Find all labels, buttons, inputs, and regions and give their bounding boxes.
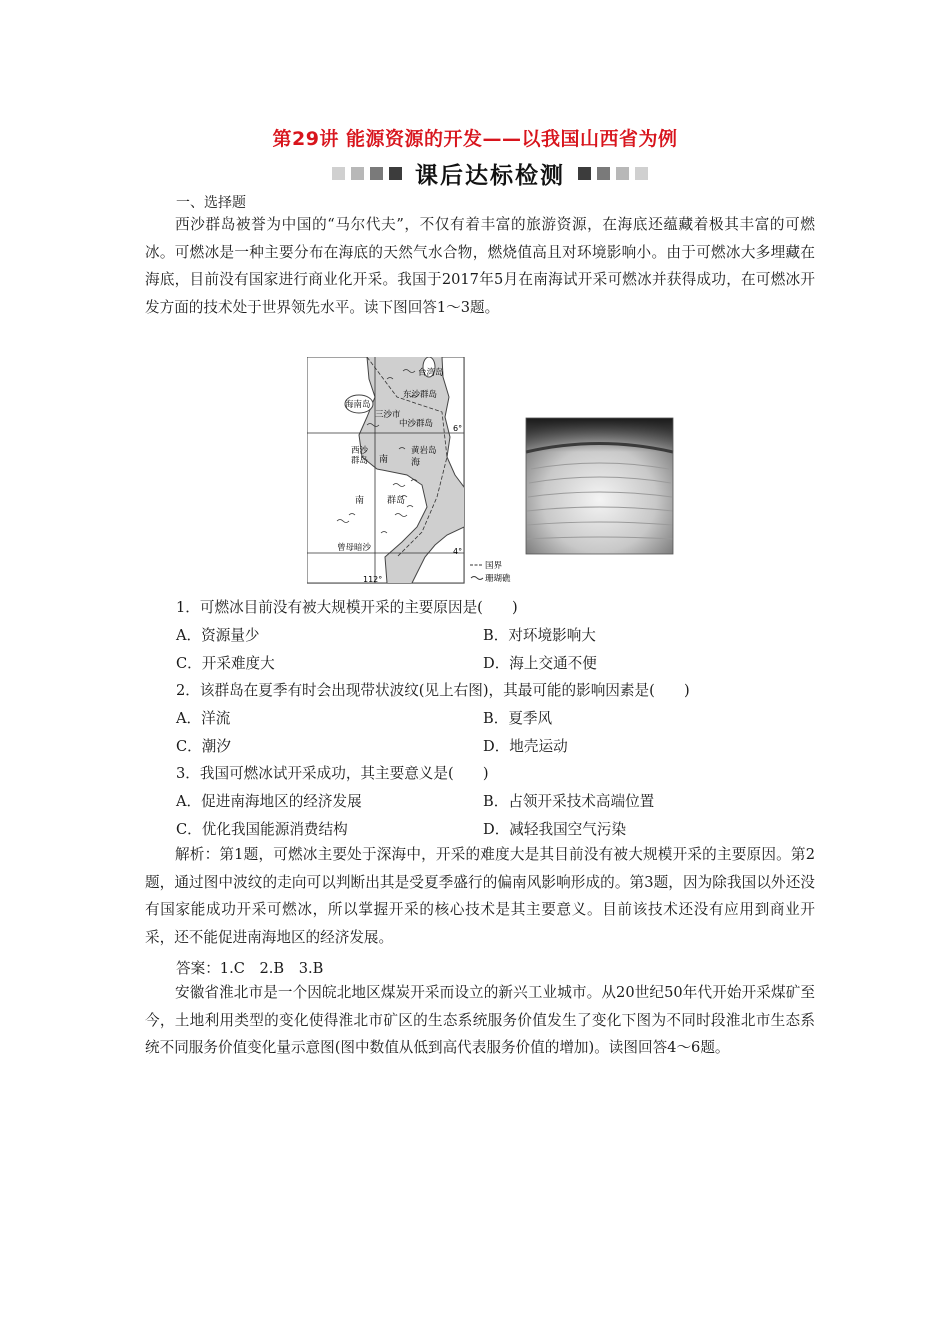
map-label-zhongsha: 中沙群岛	[399, 419, 434, 429]
map-label-huangyan: 黄岩岛	[411, 446, 437, 456]
intro-paragraph	[145, 211, 815, 321]
map-label-hainan: 海南岛	[345, 400, 371, 410]
map-label-zengmu: 曾母暗沙	[337, 543, 372, 553]
section-heading: 一、选择题	[176, 195, 246, 211]
banner-square	[332, 167, 345, 180]
figure	[307, 357, 682, 587]
map-label-qundao: 群岛	[387, 496, 406, 506]
legend-reef-symbol	[471, 577, 483, 580]
banner-square	[389, 167, 402, 180]
banner-square	[616, 167, 629, 180]
banner-title: 课后达标检测	[415, 162, 565, 189]
analysis-text: 解析：第1题，可燃冰主要处于深海中，开采的难度大是其目前没有被大规模开采的主要原因。第2题，通过图中波纹的走向可以判断出其是受夏季盛行的偏南风影响形成的。第3题，因为除我国以外还没有国家能成功开采可燃冰，所以掌握开采的核心技术是其主要意义。目前该技术还没有应用到商业开采，还不能促进南海地区的经济发展。	[145, 846, 815, 946]
map-label-nan2: 南	[355, 496, 365, 506]
q1-option-a: A．资源量少	[176, 627, 260, 644]
q2-option-d: D．地壳运动	[483, 738, 568, 755]
question-3-stem: 3．我国可燃冰试开采成功，其主要意义是( )	[176, 765, 489, 782]
q3-option-c: C．优化我国能源消费结构	[176, 821, 348, 838]
map-label-lon112: 112°	[363, 575, 383, 584]
map-label-taiwan: 台湾岛	[418, 368, 444, 378]
q3-option-b: B．占领开采技术高端位置	[483, 793, 655, 810]
wave-photo	[526, 418, 673, 554]
question-2-stem: 2．该群岛在夏季有时会出现带状波纹(见上右图)，其最可能的影响因素是( )	[176, 682, 690, 699]
map-label-nan1: 南	[379, 455, 389, 465]
q2-option-a: A．洋流	[176, 710, 231, 727]
map-label-lat6: 6°	[453, 424, 463, 433]
banner-square	[597, 167, 610, 180]
map-label-hai: 海	[411, 458, 421, 468]
intro-text: 西沙群岛被誉为中国的“马尔代夫”，不仅有着丰富的旅游资源，在海底还蕴藏着极其丰富的可燃冰。可燃冰是一种主要分布在海底的天然气水合物，燃烧值高且对环境影响小。由于可燃冰大多埋藏在海底，目前没有国家进行商业化开采。我国于2017年5月在南海试开采可燃冰并获得成功，在可燃冰开发方面的技术处于世界领先水平。读下图回答1～3题。	[145, 216, 815, 316]
q1-option-c: C．开采难度大	[176, 655, 275, 672]
q1-option-b: B．对环境影响大	[483, 627, 596, 644]
q2-option-c: C．潮汐	[176, 738, 231, 755]
q3-option-a: A．促进南海地区的经济发展	[176, 793, 362, 810]
map-label-lat4: 4°	[453, 547, 463, 556]
section-banner	[300, 158, 680, 188]
banner-square	[578, 167, 591, 180]
banner-square	[351, 167, 364, 180]
map-label-sansha: 三沙市	[375, 410, 401, 420]
legend-reef-label: 珊瑚礁	[485, 574, 511, 584]
banner-square	[370, 167, 383, 180]
question-1-stem: 1．可燃冰目前没有被大规模开采的主要原因是( )	[176, 599, 518, 616]
answer-line: 答案：1.C 2.B 3.B	[176, 960, 324, 977]
next-intro-text: 安徽省淮北市是一个因皖北地区煤炭开采而设立的新兴工业城市。从20世纪50年代开始开采煤矿至今，土地利用类型的变化使得淮北市矿区的生态系统服务价值发生了变化下图为不同时段淮北市生态系统不同服务价值变化量示意图(图中数值从低到高代表服务价值的增加)。读图回答4～6题。	[145, 984, 815, 1057]
q3-option-d: D．减轻我国空气污染	[483, 821, 627, 838]
map-label-xisha	[351, 445, 369, 466]
map-label-xisha-line: 西沙	[351, 446, 369, 456]
map-label-xisha-line: 群岛	[351, 456, 369, 466]
q1-option-d: D．海上交通不便	[483, 655, 597, 672]
next-intro-paragraph	[145, 979, 815, 1062]
q2-option-b: B．夏季风	[483, 710, 553, 727]
analysis-paragraph	[145, 841, 815, 951]
legend-border-label: 国界	[485, 561, 503, 571]
map-label-dongsha: 东沙群岛	[403, 390, 438, 400]
page-title: 第29讲 能源资源的开发——以我国山西省为例	[272, 128, 678, 150]
banner-square	[635, 167, 648, 180]
south-china-sea-map	[307, 357, 682, 587]
